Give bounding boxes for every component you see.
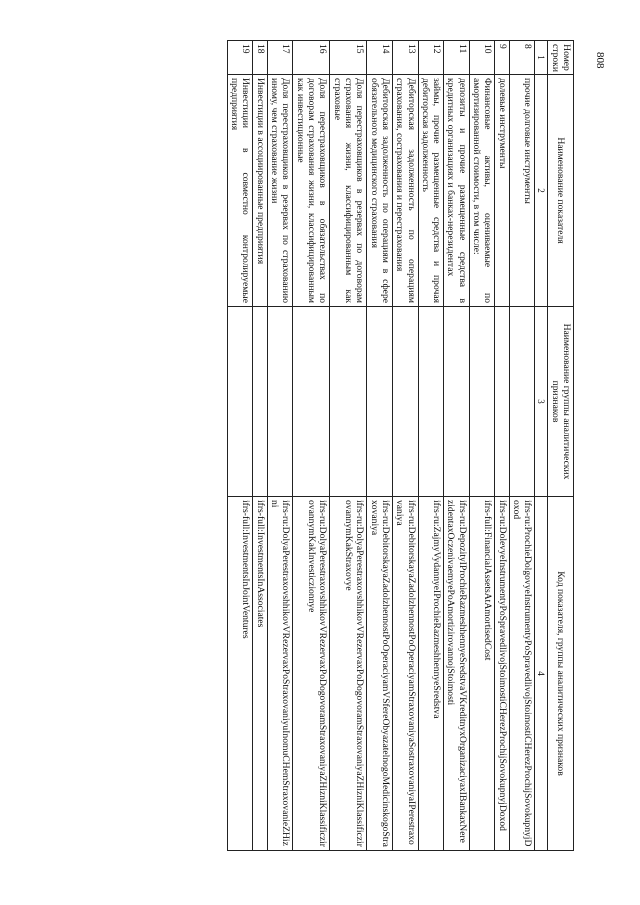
indicator-code: ifrs-ru:ZajmyVydannyeIProchieRazmeshhennyeSredstva	[418, 497, 444, 851]
group-name	[227, 307, 253, 497]
indicator-name: депозиты и прочие размещенные средства в кредитных организациях и банках-нерезидентах	[444, 75, 470, 307]
indicator-name: Инвестиции в ассоциированные предприятия	[253, 75, 267, 307]
table-row	[227, 41, 253, 851]
indicator-name: Инвестиции в совместно контролируемые предприятия	[227, 75, 253, 307]
indicator-name: Доля перестраховщиков в резервах по страхованию иному, чем страхование жизни	[267, 75, 293, 307]
row-number: 10	[469, 41, 495, 75]
row-number: 9	[495, 41, 509, 75]
group-name	[495, 307, 509, 497]
header-group-name: Наименование группы аналитических признаков	[548, 307, 574, 497]
row-number: 16	[293, 41, 330, 75]
group-name	[444, 307, 470, 497]
row-number: 18	[253, 41, 267, 75]
indicator-name: Доля перестраховщиков в резервах по договорам страхования жизни, классифицированным как страховые	[330, 75, 367, 307]
row-number: 19	[227, 41, 253, 75]
table-row	[444, 41, 470, 851]
row-number: 15	[330, 41, 367, 75]
table-row	[367, 41, 393, 851]
indicator-name: прочие долговые инструменты	[509, 75, 535, 307]
header-code: Код показателя, группы аналитических признаков	[548, 497, 574, 851]
indicator-name: долевые инструменты	[495, 75, 509, 307]
indicator-code: ifrs-ru:ProchieDolgovyeInstrumentyPoSpravedlivojStoimostiCHerezProchijSovokupnyjDoxod	[509, 497, 535, 851]
column-number: 3	[535, 307, 548, 497]
table-row	[469, 41, 495, 851]
indicator-code: ifrs-ru:DebitorskayaZadolzhennostPoOperaciyamStraxovaniyaSostraxovaniyaIPerestraxovaniya	[392, 497, 418, 851]
rotated-page	[119, 40, 574, 850]
column-number: 4	[535, 497, 548, 851]
column-number-row	[535, 41, 548, 851]
table-body	[227, 41, 535, 851]
table-row	[293, 41, 330, 851]
indicator-code: ifrs-ru:DepozityIProchieRazmeshhennyeSredstvaVKreditnyxOrganizaciyaxIBankaxNerezidentaxOczenivaemyePoAmortizirovannojStoimosti	[444, 497, 470, 851]
page-number: 808	[594, 52, 606, 69]
header-row	[548, 41, 574, 851]
table-row	[330, 41, 367, 851]
indicator-name: Финансовые активы, оцениваемые по амортизированной стоимости, в том числе:	[469, 75, 495, 307]
table-row	[495, 41, 509, 851]
indicator-code: ifrs-ru:DolevyeInstrumentyPoSpravedlivojStoimostiCHerezProchijSovokupnyjDoxod	[495, 497, 509, 851]
column-number: 1	[535, 41, 548, 75]
indicator-name: займы, прочие размещенные средства и прочая дебиторская задолженность	[418, 75, 444, 307]
row-number: 13	[392, 41, 418, 75]
indicator-code: ifrs-ru:DolyaPerestraxovshhikovVRezervaxPoStraxovaniyuInomuCHemStraxovanieZHizni	[267, 497, 293, 851]
group-name	[392, 307, 418, 497]
row-number: 14	[367, 41, 393, 75]
table-row	[392, 41, 418, 851]
indicators-table	[227, 40, 574, 851]
indicator-name: Дебиторская задолженность по операциям в сфере обязательного медицинского страхования	[367, 75, 393, 307]
group-name	[253, 307, 267, 497]
group-name	[418, 307, 444, 497]
row-number: 17	[267, 41, 293, 75]
indicator-name: Доля перестраховщиков в обязательствах по договорам страхования жизни, классифицированным как инвестиционные	[293, 75, 330, 307]
indicator-code: ifrs-full:FinancialAssetsAtAmortisedCost	[469, 497, 495, 851]
indicator-name: Дебиторская задолженность по операциям страхования, сострахования и перестрахования	[392, 75, 418, 307]
table-row	[267, 41, 293, 851]
group-name	[469, 307, 495, 497]
table-row	[418, 41, 444, 851]
row-number: 8	[509, 41, 535, 75]
table-row	[253, 41, 267, 851]
group-name	[293, 307, 330, 497]
header-indicator-name: Наименование показателя	[548, 75, 574, 307]
indicator-code: ifrs-ru:DebitorskayaZadolzhennostPoOperaciyamVSfereObyazatelnogoMedicinskogoStraxovaniya	[367, 497, 393, 851]
group-name	[367, 307, 393, 497]
indicator-code: ifrs-full:InvestmentsInJointVentures	[227, 497, 253, 851]
table-row	[509, 41, 535, 851]
group-name	[509, 307, 535, 497]
row-number: 11	[444, 41, 470, 75]
header-row-number: Номер строки	[548, 41, 574, 75]
indicator-code: ifrs-ru:DolyaPerestraxovshhikovVRezervaxPoDogovoramStraxovaniyaZHizniKlassificzirovannymKakStraxovye	[330, 497, 367, 851]
column-number: 2	[535, 75, 548, 307]
indicator-code: ifrs-full:InvestmentsInAssociates	[253, 497, 267, 851]
group-name	[330, 307, 367, 497]
indicator-code: ifrs-ru:DolyaPerestraxovshhikovVRezervaxPoDogovoramStraxovaniyaZHizniKlassificzirovannymKakInvesticzionnye	[293, 497, 330, 851]
row-number: 12	[418, 41, 444, 75]
group-name	[267, 307, 293, 497]
